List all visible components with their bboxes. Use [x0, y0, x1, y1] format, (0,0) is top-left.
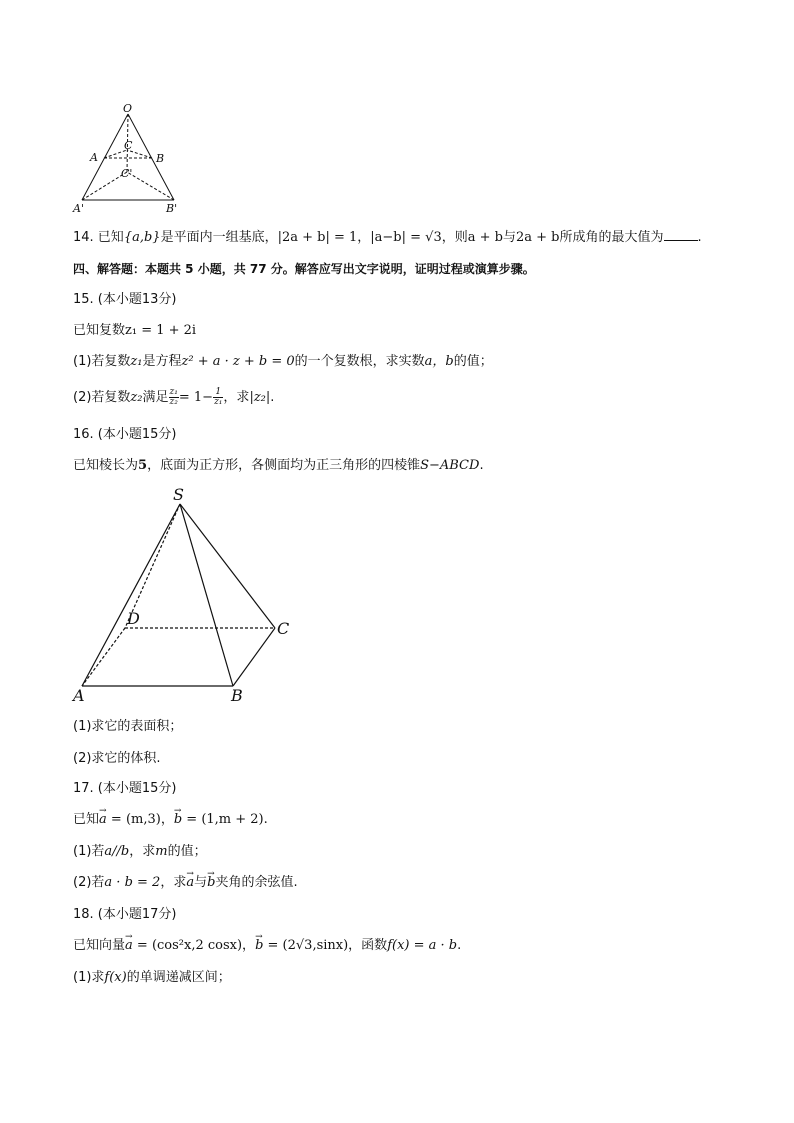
q14-part: 与	[502, 230, 516, 245]
q17-part1	[73, 843, 207, 861]
q15-stem	[73, 322, 196, 340]
q17-header: 17. (本小题15分)	[73, 781, 177, 796]
math: z₂	[130, 390, 143, 405]
text: .	[479, 458, 484, 473]
math: S−ABCD	[420, 458, 480, 473]
text: .	[457, 938, 462, 953]
q14-basis: {a,b}	[123, 230, 161, 245]
math: m	[155, 844, 168, 859]
text: (1)若复数	[73, 354, 131, 369]
fig2-label-c: C	[277, 619, 290, 638]
fig2-label-d: D	[127, 609, 140, 628]
text: 已知	[73, 812, 100, 827]
q18-header: 18. (本小题17分)	[73, 907, 177, 922]
math: z₁	[130, 354, 143, 369]
figure-frustum	[70, 100, 190, 216]
math: a · b = 2	[104, 875, 161, 890]
fig1-label-a-prime: A'	[73, 202, 84, 215]
math: z² + a · z + b = 0	[181, 354, 295, 369]
vector-b: → b	[255, 937, 263, 955]
math: = (2√3,sinx)，函数	[263, 938, 388, 953]
math: = (m,3)，	[106, 812, 174, 827]
text: 的值；	[167, 844, 207, 859]
math: = 1−	[178, 390, 214, 405]
math: f(x) = a · b	[387, 938, 458, 953]
text: .	[270, 390, 275, 405]
figure-pyramid	[70, 482, 310, 707]
q14-eq2: |a−b| = √3，	[370, 230, 455, 245]
fig2-label-a: A	[73, 686, 85, 705]
vector-a: → a	[186, 874, 194, 892]
text: (1)求	[73, 970, 105, 985]
text: ，底面为正方形，各侧面均为正三角形的四棱锥	[147, 458, 421, 473]
q14-part: 14. 已知	[73, 230, 124, 245]
q16-part1: (1)求它的表面积；	[73, 719, 183, 734]
q14-expr2: 2a + b	[515, 230, 560, 245]
fig1-label-o: O	[123, 102, 133, 115]
fraction-numerator: z₁	[169, 387, 178, 397]
text: ，求	[160, 875, 187, 890]
q15-part2	[73, 388, 274, 407]
q16-part2: (2)求它的体积.	[73, 751, 161, 766]
q15-stem-math: z₁ = 1 + 2i	[125, 323, 197, 338]
q16-header: 16. (本小题15分)	[73, 427, 177, 442]
text: 的单调递减区间；	[126, 970, 231, 985]
q18-part1	[73, 969, 231, 987]
text: 是方程	[142, 354, 182, 369]
q15-header: 15. (本小题13分)	[73, 292, 177, 307]
text: 的值；	[453, 354, 493, 369]
math: = (1,m + 2).	[182, 812, 268, 827]
q14-expr1: a + b	[467, 230, 503, 245]
fig1-label-b: B	[156, 152, 165, 165]
fraction	[213, 388, 223, 407]
text: ，求	[223, 390, 250, 405]
fraction-denominator: z₂	[169, 397, 178, 407]
q17-stem	[73, 811, 268, 829]
text: 与	[194, 875, 208, 890]
text: (1)若	[73, 844, 105, 859]
vector-a: → a	[125, 937, 133, 955]
fig1-label-b-prime: B'	[166, 202, 178, 215]
q16-stem	[73, 457, 484, 475]
fig2-label-s: S	[173, 485, 184, 504]
q14-part: 所成角的最大值为	[559, 230, 664, 245]
vector-b: → b	[207, 874, 215, 892]
fig1-label-a: A	[90, 151, 98, 164]
fig1-label-c-prime: C'	[121, 167, 133, 180]
text: 已知向量	[73, 938, 126, 953]
text: 的一个复数根，求实数	[294, 354, 425, 369]
fig2-label-b: B	[231, 686, 243, 705]
text: ，求	[129, 844, 156, 859]
fig1-label-c: C	[124, 139, 133, 152]
text: (2)若复数	[73, 390, 131, 405]
math: |z₂|	[249, 390, 271, 405]
q15-part1	[73, 353, 493, 371]
q17-part2	[73, 874, 298, 892]
q14-part: 是平面内一组基底，	[160, 230, 278, 245]
fraction-denominator: z₁	[214, 397, 223, 407]
text: 夹角的余弦值.	[215, 875, 298, 890]
q18-stem	[73, 937, 461, 955]
math: 5	[138, 458, 148, 473]
q15-stem-text: 已知复数	[73, 323, 126, 338]
math: a，b	[424, 354, 454, 369]
text: (2)若	[73, 875, 105, 890]
text: 已知棱长为	[73, 458, 139, 473]
q14-text	[73, 228, 702, 247]
math: = (cos²x,2 cosx)，	[132, 938, 256, 953]
section-heading: 四、解答题：本题共 5 小题，共 77 分。解答应写出文字说明，证明过程或演算步骤。	[73, 262, 535, 276]
vector-a: → a	[99, 811, 107, 829]
math: f(x)	[104, 970, 127, 985]
q14-eq1: |2a + b| = 1，	[277, 230, 371, 245]
fraction-numerator: 1	[213, 388, 223, 398]
q14-part: 则	[454, 230, 468, 245]
text: 满足	[142, 390, 169, 405]
fraction	[169, 388, 179, 407]
vector-b: → b	[174, 811, 182, 829]
q14-end: .	[697, 230, 702, 245]
answer-blank	[664, 228, 698, 241]
math: a//b	[104, 844, 130, 859]
